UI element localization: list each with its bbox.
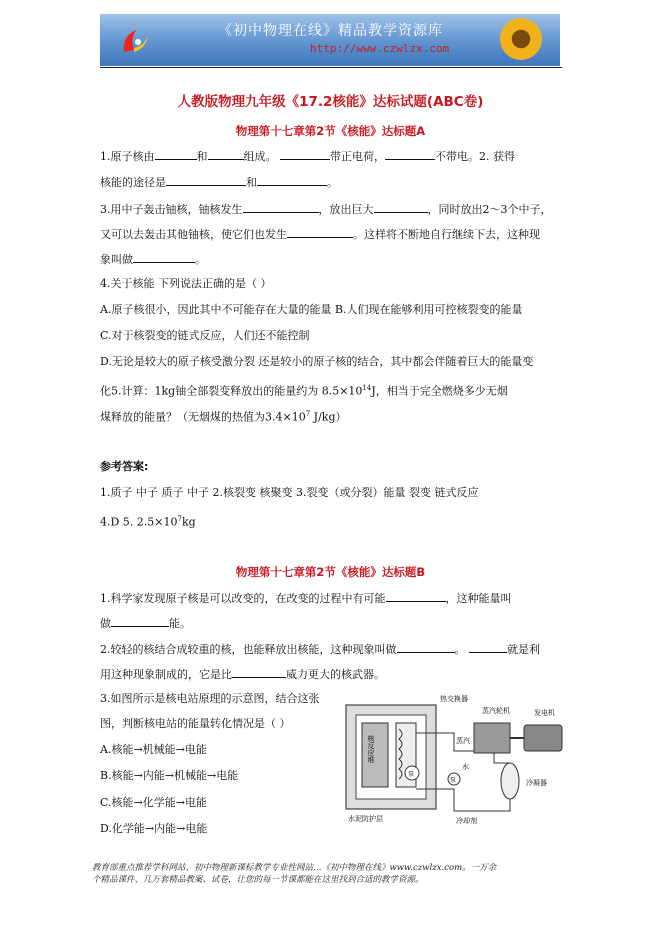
b-question-3-line-2: 图，判断核电站的能量转化情况是（ ）	[100, 717, 291, 730]
a-question-5-line-1: 化5.计算：1kg铀全部裂变释放出的能量约为 $8.5\times 10^{14}J$，相当于完全燃烧多少无烟	[100, 384, 508, 398]
generator	[524, 725, 562, 751]
header-divider	[100, 67, 562, 68]
answers-title: 参考答案:	[100, 460, 149, 473]
water-label: 水	[462, 763, 469, 771]
blank[interactable]	[469, 640, 507, 653]
footer-line-1: 教育部重点推荐学科网站、初中物理新课标教学专业性网站…《初中物理在线》www.czwlzx.com。一万余	[92, 863, 497, 873]
blank[interactable]	[257, 173, 327, 186]
blank[interactable]	[287, 225, 353, 238]
blank[interactable]	[166, 173, 246, 186]
a-question-4-option-ab: A.原子核很小，因此其中不可能存在大量的能量 B.人们现在能够利用可控核裂变的能量	[100, 303, 523, 316]
steam-label: 蒸汽	[456, 737, 470, 745]
b-question-3-option-a: A.核能→机械能→电能	[100, 743, 207, 756]
a-question-5-line-2: 煤释放的能量？（无烟煤的热值为$3.4\times 10^7$ J/kg）	[100, 410, 347, 424]
b-question-2-line-1: 2.较轻的核结合成较重的核，也能释放出核能，这种现象叫做 。 就是利	[100, 640, 570, 658]
section-a-title: 物理第十七章第2节《核能》达标题A	[235, 124, 426, 138]
page-footer	[92, 862, 582, 886]
a-question-4-option-d: D.无论是较大的原子核受激分裂 还是较小的原子核的结合，其中都会伴随着巨大的能量变	[100, 355, 534, 368]
blank[interactable]	[232, 665, 286, 678]
heat-exchanger-label: 热交换器	[440, 695, 468, 703]
blank[interactable]	[155, 147, 197, 160]
b-question-1-line-1: 1.科学家发现原子核是可以改变的，在改变的过程中有可能 ，这种能量叫	[100, 589, 570, 607]
condenser	[501, 763, 519, 799]
pipe-2	[494, 753, 510, 763]
reactor-label: 核反应堆	[367, 735, 375, 763]
a-question-1: 1.原子核由 和 组成。 带正电荷， 不带电。2. 获得	[100, 147, 570, 165]
answers-line-2: 4.D 5. $2.5\times 10^7kg$	[100, 515, 196, 529]
page-title: 人教版物理九年级《17.2核能》达标试题(ABC卷)	[177, 94, 484, 110]
blank[interactable]	[243, 200, 319, 213]
a-question-3-line-3: 象叫做 。	[100, 250, 570, 268]
pump-label-1: 泵	[408, 771, 415, 778]
banner-title: 《初中物理在线》精品教学资源库	[218, 23, 443, 39]
blank[interactable]	[397, 640, 455, 653]
b-question-3-option-b: B.核能→内能→机械能→电能	[100, 769, 239, 782]
answers-line-1: 1.质子 中子 质子 中子 2.核裂变 核聚变 3.裂变（或分裂）能量 裂变 链式反应	[100, 486, 479, 499]
site-logo-icon	[120, 26, 150, 56]
b-question-2-line-2: 用这种现象制成的，它是比 威力更大的核武器。	[100, 665, 570, 683]
blank[interactable]	[133, 250, 195, 263]
blank[interactable]	[386, 589, 446, 602]
turbine	[474, 723, 510, 753]
reactor-core	[362, 723, 388, 787]
a-question-4-option-c: C.对于核裂变的链式反应，人们还不能控制	[100, 329, 310, 342]
blank[interactable]	[374, 200, 428, 213]
generator-label: 发电机	[534, 709, 555, 717]
b-question-3-option-d: D.化学能→内能→电能	[100, 822, 208, 835]
blank[interactable]	[208, 147, 244, 160]
blank[interactable]	[111, 614, 169, 627]
nuclear-plant-diagram	[344, 693, 580, 825]
b-question-3-line-1: 3.如图所示是核电站原理的示意图，结合这张	[100, 692, 320, 705]
banner-url[interactable]: http://www.czwlzx.com	[310, 42, 450, 55]
turbine-label: 蒸汽轮机	[482, 707, 510, 715]
a-question-3-line-2: 又可以去轰击其他铀核，使它们也发生 。这样将不断地自行继续下去，这种现	[100, 225, 570, 243]
footer-line-2: 个精品课件、几万套精品教案、试卷，让您的每一节课都能在这里找到合适的教学资源。	[92, 875, 424, 885]
blank[interactable]	[280, 147, 330, 160]
shield-label: 水泥防护层	[348, 815, 383, 823]
section-b-title: 物理第十七章第2节《核能》达标题B	[235, 565, 426, 579]
b-question-3-option-c: C.核能→化学能→电能	[100, 796, 207, 809]
a-question-3-line-1: 3.用中子轰击铀核，铀核发生 ，放出巨大 ，同时放出2～3个中子，	[100, 200, 570, 218]
condenser-label: 冷凝器	[526, 779, 547, 787]
site-banner	[100, 14, 560, 66]
a-question-4: 4.关于核能 下列说法正确的是（ ）	[100, 277, 272, 290]
a-question-2: 核能的途径是 和 。	[100, 173, 570, 191]
pump-label-2: 泵	[450, 777, 457, 784]
sunflower-icon	[500, 18, 542, 60]
blank[interactable]	[385, 147, 435, 160]
b-question-1-line-2: 做 能。	[100, 614, 570, 632]
coolant-label: 冷却剂	[456, 817, 477, 825]
